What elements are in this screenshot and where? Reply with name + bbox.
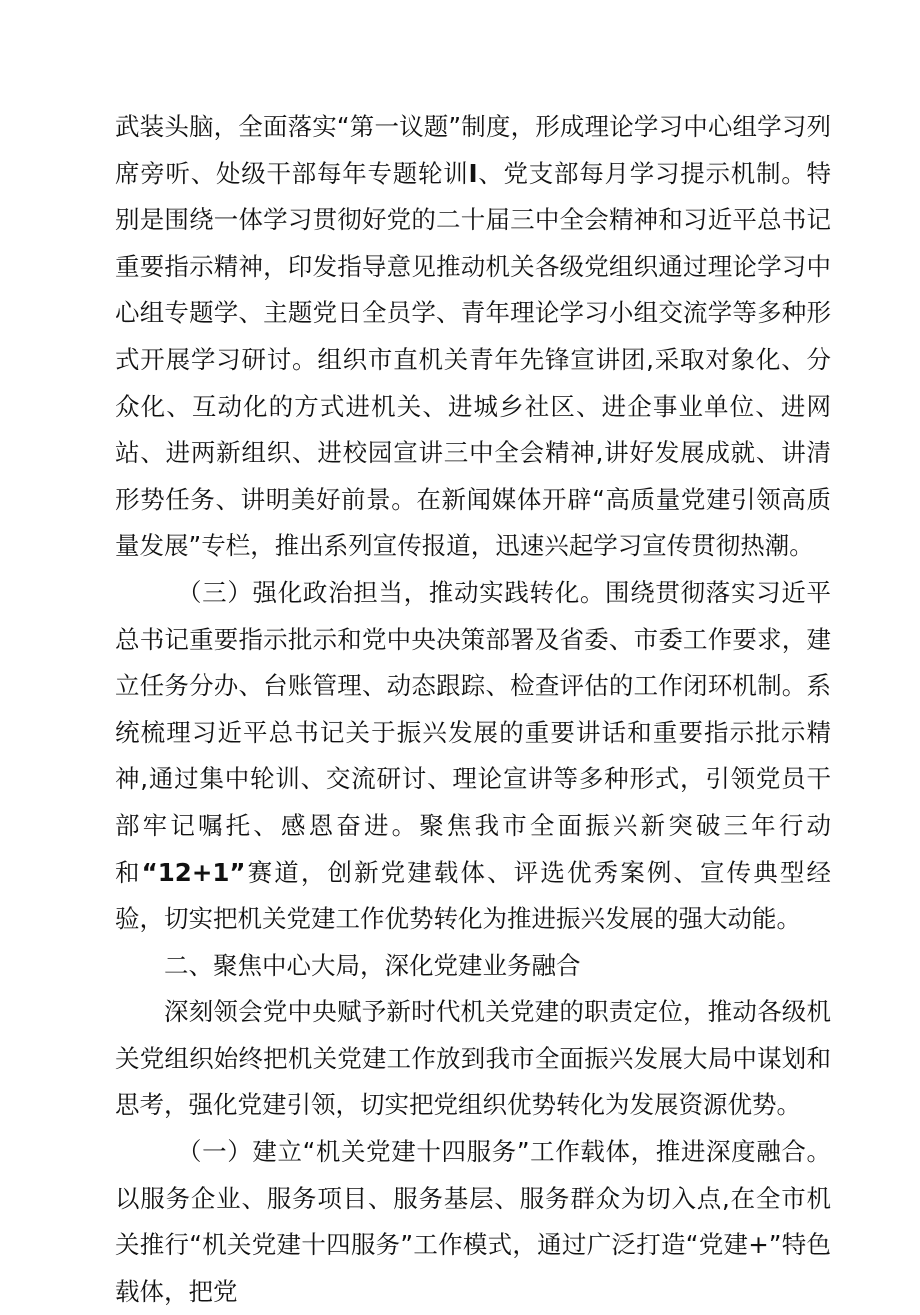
paragraph-section-two-one	[115, 1129, 831, 1315]
heading-text: 二、聚焦中心大局，深化党建业务融合	[164, 950, 581, 980]
text-segment: （三）强化政治担当，推动实践转化。围绕贯彻落实习近平总书记重要指示批示和党中央决策部署及省委、市委工作要求，建立任务分办、台账管理、动态跟踪、检查评估的工作闭环机制。系统梳理习近平总书记关于振兴发展的重要讲话和重要指示批示精神,通过集中轮训、交流研讨、理论宣讲等多种形式，引领党员干部牢记嘱托、感恩奋进。聚焦我市全面振兴新突破三年行动和	[115, 577, 831, 887]
text-segment: 、党支部每月学习提示机制。特别是围绕一体学习贯彻好党的二十届三中全会精神和习近平总书记重要指示精神，印发指导意见推动机关各级党组织通过理论学习中心组专题学、主题党日全员学、青年理论学习小组交流学等多种形式开展学习研讨。组织市直机关青年先锋宣讲团,采取对象化、分众化、互动化的方式进机关、进城乡社区、进企事业单位、进网站、进两新组织、进校园宣讲三中全会精神,讲好发展成就、讲清形势任务、讲明美好前景。在新闻媒体开辟“高质量党建引领高质量发展”专栏，推出系列宣传报道，迅速兴起学习宣传贯彻热潮。	[115, 158, 831, 561]
paragraph-section-two-intro	[115, 989, 831, 1129]
text-segment: 武装头脑，全面落实“第一议题”制度，形成理论学习中心组学习列席旁听、处级干部每年专题轮训	[115, 112, 831, 188]
text-segment-bold: “12+1”	[141, 857, 246, 887]
text-segment: 赛道，创新党建载体、评选优秀案例、宣传典型经验，切实把机关党建工作优势转化为推进振兴发展的强大动能。	[115, 857, 832, 934]
section-heading-two	[115, 943, 831, 990]
text-segment-bold: I	[468, 158, 478, 188]
document-body	[115, 104, 831, 1315]
text-segment: 深刻领会党中央赋予新时代机关党建的职责定位，推动各级机关党组织始终把机关党建工作放到我市全面振兴发展大局中谋划和思考，强化党建引领，切实把党组织优势转化为发展资源优势。	[115, 997, 831, 1120]
paragraph-section-three	[115, 570, 831, 943]
paragraph-theory-study	[115, 104, 831, 570]
text-segment: （一）建立“机关党建十四服务”工作载体，推进深度融合。以服务企业、服务项目、服务基层、服务群众为切入点,在全市机关推行“机关党建十四服务”工作模式，通过广泛打造“党建+”特色载体，把党	[115, 1137, 831, 1306]
